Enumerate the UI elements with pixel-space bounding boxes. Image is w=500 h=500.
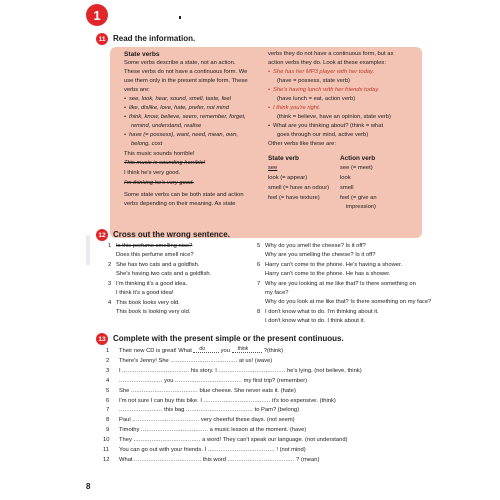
sentence-option[interactable]: Harry can't come to the phone. He has a shower. [265, 271, 391, 277]
example-note: goes through our mind, active verb) [277, 132, 369, 138]
info-text: action verbs they do. Look at these examples: [268, 60, 386, 66]
sentence-text: this bag [162, 407, 186, 414]
verb-list: • have (= possess), want, need, mean, own, [124, 132, 238, 139]
sentence-option[interactable]: I don't know what to do. I think about it. [265, 318, 366, 324]
fill-in-sentence [119, 378, 307, 385]
answer-blank[interactable]: ..................................... [132, 417, 200, 424]
sentence-text: a word! They can't speak our language. (not understand) [200, 437, 348, 444]
table-cell: look [340, 175, 351, 181]
verb-list: • like, dislike, love, hate, prefer, not mind [124, 105, 229, 112]
table-cell: see (= meet) [340, 165, 373, 171]
exercise-13-title: Complete with the present simple or the present continuous. [113, 334, 344, 343]
example-sentence-wrong: I'm thinking he's very good. [124, 180, 194, 186]
table-cell: smell [340, 185, 354, 191]
table-cell: see [268, 165, 278, 171]
item-number: 2 [108, 262, 112, 268]
mark [179, 16, 181, 19]
sentence-option[interactable]: She has two cats and a goldfish. [116, 262, 200, 268]
table-header-action: Action verb [340, 155, 376, 162]
sentence-text: They [119, 437, 134, 444]
item-number: 3 [108, 281, 112, 287]
answer-blank[interactable]: ..................................... [203, 397, 271, 404]
answer-blank[interactable]: ..................................... [122, 367, 190, 374]
answer-blank[interactable]: ..................................... [175, 377, 243, 384]
fill-in-sentence [119, 348, 283, 355]
sentence-text: Timothy [119, 427, 142, 434]
info-text: Other verbs like these are: [268, 141, 336, 147]
answer-blank[interactable]: think [232, 346, 263, 353]
sentence-text: blue cheese. She never eats it. (hate) [197, 387, 296, 394]
sentence-option[interactable]: I'm thinking it's a good idea. [116, 281, 188, 287]
example-note: (have = possess, state verb) [277, 78, 350, 84]
sentence-text: this word [201, 456, 228, 463]
sentence-option[interactable]: This book is looking very old. [116, 309, 191, 315]
answer-blank[interactable]: ..................................... [170, 357, 238, 364]
verb-list: • see, look, hear, sound, smell, taste, feel [124, 96, 231, 103]
sentence-text: a music lesson at the moment. (have) [208, 427, 307, 434]
item-number: 2 [106, 357, 110, 364]
sentence-option: my face? [265, 290, 289, 296]
answer-blank[interactable]: ..................................... [227, 456, 295, 463]
sentence-option[interactable]: She's having two cats and a goldfish. [116, 271, 212, 277]
item-number: 7 [106, 407, 110, 414]
item-number: 7 [257, 281, 261, 287]
sentence-option[interactable]: Why do you smell the cheese? Is it off? [265, 243, 366, 249]
sentence-option[interactable]: Why do you look at me like that? Is there something on my face? [265, 299, 432, 305]
item-number: 11 [103, 447, 110, 453]
table-cell: feel (= have texture) [268, 195, 320, 201]
item-number: 1 [106, 348, 110, 354]
answer-blank[interactable]: ..................................... [130, 387, 198, 394]
answer-blank[interactable]: ..................................... [134, 456, 202, 463]
sentence-text: ?(think) [262, 348, 284, 354]
fill-in-sentence [119, 457, 319, 464]
answer-blank[interactable]: ........................ [119, 407, 163, 414]
sentence-text: Their new CD is great! What [119, 348, 194, 354]
sentence-text: very cheerful these days. (not seem) [199, 417, 295, 424]
exercise-13-number: 13 [96, 333, 108, 345]
item-number: 10 [103, 437, 110, 444]
example-sentence: • She's having lunch with her friends today. [268, 87, 379, 94]
verb-list: remind, understand, realise [131, 123, 202, 129]
fill-in-sentence [119, 358, 272, 365]
fill-in-sentence [119, 368, 362, 375]
info-text: verbs they do not have a continuous form, but as [268, 51, 394, 57]
sentence-option[interactable]: Harry can't come to the phone. He's having a shower. [265, 262, 403, 268]
sentence-text: Paul [119, 417, 133, 424]
example-sentence: This music sounds horrible! [124, 151, 195, 157]
fill-in-sentence [119, 437, 347, 444]
item-number: 5 [257, 243, 261, 249]
sentence-text: There's Jenny! She [119, 357, 171, 364]
sentence-text: I [119, 367, 123, 374]
fill-in-sentence [119, 417, 295, 424]
example-sentence: • What are you thinking about? (think = what [268, 123, 383, 130]
sentence-text: it's too expensive. (think) [270, 397, 336, 404]
sentence-option[interactable]: Why are you looking at me like that? Is there something on [265, 281, 416, 287]
table-cell: feel (= give an [340, 195, 377, 201]
info-box-title: State verbs [124, 51, 160, 58]
sentence-option[interactable]: I don't know what to do. I'm thinking about it. [265, 309, 379, 315]
verb-list: • think, know, believe, seem, remember, forget, [124, 114, 246, 121]
sentence-text: She [119, 387, 131, 394]
sentence-option[interactable]: Does this perfume smell nice? [116, 252, 194, 258]
item-number: 1 [108, 243, 112, 249]
sentence-option[interactable]: This book looks very old. [116, 300, 180, 306]
verb-list: belong, cost [131, 141, 163, 147]
answer-blank[interactable]: ..................................... [133, 437, 201, 444]
answer-blank[interactable]: ..................................... [207, 447, 275, 453]
fill-in-sentence [119, 427, 306, 434]
exercise-11-title: Read the information. [113, 34, 196, 43]
sentence-option[interactable]: I think it's a good idea! [116, 290, 174, 296]
answer-blank[interactable]: do [193, 346, 219, 353]
sentence-option[interactable]: Why are you smelling the cheese? Is it off? [265, 252, 376, 258]
example-note: (have lunch = eat, action verb) [277, 96, 356, 102]
table-cell: impression) [346, 204, 376, 210]
item-number: 8 [257, 309, 261, 315]
sentence-text: at us! (wave) [237, 357, 273, 364]
sentence-text: What [119, 456, 135, 463]
item-number: 4 [108, 300, 112, 306]
sentence-text: I'm not sure I can buy this bike. I [119, 397, 204, 404]
exercise-11-number: 11 [96, 33, 108, 45]
unit-badge: 1 [86, 4, 108, 26]
info-text: Some state verbs can be both state and action [124, 192, 244, 198]
page-number: 8 [86, 482, 91, 491]
info-text: verbs are: [124, 87, 150, 93]
item-number: 6 [257, 262, 261, 268]
fill-in-sentence [119, 398, 336, 405]
answer-blank[interactable]: ........................ [119, 377, 163, 384]
item-number: 6 [106, 397, 110, 404]
info-text: These verbs do not have a continuous form. We [124, 69, 248, 75]
margin-strip [86, 235, 90, 265]
sentence-text: you [218, 348, 232, 354]
example-sentence-wrong: This music is sounding horrible! [124, 160, 206, 166]
sentence-text: you [162, 377, 176, 384]
item-number: 9 [106, 427, 110, 434]
info-text: Some verbs describe a state, not an action. [124, 60, 236, 66]
sentence-text: to Pam? (belong) [253, 407, 300, 414]
info-text: verbs depending on their meaning. As state [124, 201, 236, 207]
table-cell: look (= appear) [268, 175, 308, 181]
fill-in-sentence [119, 388, 296, 395]
answer-blank[interactable]: ..................................... [186, 407, 253, 414]
sentence-text: he's lying. (not believe, think) [285, 367, 362, 374]
exercise-12-number: 12 [96, 229, 108, 241]
example-sentence: • I think you're right. [268, 105, 320, 112]
sentence-text: ! (not mind) [274, 447, 306, 453]
item-number: 3 [106, 367, 110, 374]
item-number: 12 [103, 456, 110, 463]
exercise-12-title: Cross out the wrong sentence. [113, 230, 230, 239]
answer-blank[interactable]: ..................................... [218, 367, 286, 374]
item-number: 8 [106, 417, 110, 424]
example-sentence: • She has her MP3 player with her today. [268, 69, 374, 76]
example-sentence: I think he's very good. [124, 170, 181, 176]
sentence-text: my first trip? (remember) [242, 377, 308, 384]
item-number: 4 [106, 377, 110, 384]
example-note: (think = believe, have an opinion, state verb) [277, 114, 391, 120]
table-header-state: State verb [268, 155, 299, 162]
sentence-text: You can go out with your friends. I [119, 447, 208, 453]
answer-blank[interactable]: ..................................... [141, 427, 209, 434]
fill-in-sentence [119, 447, 306, 454]
item-number: 5 [106, 387, 110, 394]
table-cell: smell (= have an odour) [268, 185, 330, 191]
info-text: use them only in the present simple form. These [124, 78, 248, 84]
fill-in-sentence [119, 407, 299, 414]
sentence-text: ? (mean) [294, 456, 320, 463]
sentence-text: his story. I [189, 367, 219, 374]
sentence-option[interactable]: Is this perfume smelling nice? [116, 243, 193, 249]
